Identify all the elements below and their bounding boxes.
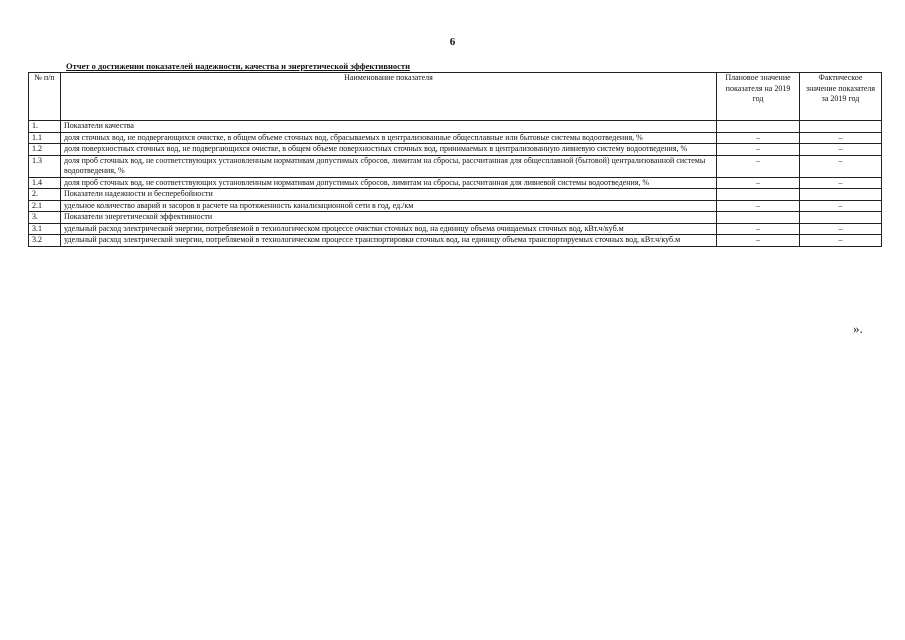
row-number: 3.2 (29, 235, 61, 247)
table-section-row (29, 121, 882, 133)
row-fact-value: – (800, 177, 882, 189)
row-fact-value: – (800, 132, 882, 144)
table-row (29, 144, 882, 156)
row-number: 1.2 (29, 144, 61, 156)
table-section-row (29, 212, 882, 224)
row-plan-value: – (717, 235, 800, 247)
row-plan-value: – (717, 223, 800, 235)
table-row (29, 223, 882, 235)
row-fact-value: – (800, 200, 882, 212)
report-title: Отчет о достижении показателей надежности, качества и энергетической эффективности (66, 61, 410, 71)
row-indicator-name: удельный расход электрической энергии, потребляемой в технологическом процессе транспортировки сточных вод, на единицу объема транспортируемых сточных вод, кВт.ч/куб.м (61, 235, 717, 247)
closing-quote: ». (853, 321, 863, 336)
row-plan-value (717, 212, 800, 224)
row-fact-value: – (800, 235, 882, 247)
row-plan-value: – (717, 132, 800, 144)
row-number: 1.4 (29, 177, 61, 189)
row-indicator-name: удельный расход электрической энергии, потребляемой в технологическом процессе очистки сточных вод, на единицу объема очищаемых сточных вод, кВт.ч/куб.м (61, 223, 717, 235)
row-indicator-name: доля сточных вод, не подвергающихся очистке, в общем объеме сточных вод, сбрасываемых в централизованные общесплавные или бытовые системы водоотведения, % (61, 132, 717, 144)
indicators-table (28, 72, 882, 247)
table-header-row (29, 73, 882, 121)
row-indicator-name: доля поверхностных сточных вод, не подвергающихся очистке, в общем объеме поверхностных сточных вод, принимаемых в централизованную ливневую систему водоотведения, % (61, 144, 717, 156)
row-plan-value: – (717, 144, 800, 156)
row-indicator-name: Показатели надежности и бесперебойности (61, 189, 717, 201)
row-fact-value: – (800, 144, 882, 156)
row-indicator-name: доля проб сточных вод, не соответствующих установленным нормативам допустимых сбросов, лимитам на сбросы, рассчитанная для ливневой системы водоотведения, % (61, 177, 717, 189)
table-row (29, 155, 882, 177)
header-plan: Плановое значение показателя на 2019 год (717, 73, 800, 121)
row-plan-value: – (717, 200, 800, 212)
row-number: 1. (29, 121, 61, 133)
table-row (29, 200, 882, 212)
page-number: 6 (449, 36, 456, 48)
row-number: 3. (29, 212, 61, 224)
row-fact-value (800, 212, 882, 224)
row-indicator-name: Показатели энергетической эффективности (61, 212, 717, 224)
header-number: № п/п (29, 73, 61, 121)
row-indicator-name: доля проб сточных вод, не соответствующих установленным нормативам допустимых сбросов, лимитам на сбросы, рассчитанная для общесплавной (бытовой) централизованной системы водоотведения, % (61, 155, 717, 177)
row-plan-value (717, 121, 800, 133)
row-plan-value (717, 189, 800, 201)
header-name: Наименование показателя (61, 73, 717, 121)
row-number: 2.1 (29, 200, 61, 212)
row-fact-value: – (800, 155, 882, 177)
table-row (29, 132, 882, 144)
row-number: 2. (29, 189, 61, 201)
row-indicator-name: удельное количество аварий и засоров в расчете на протяженность канализационной сети в год, ед./км (61, 200, 717, 212)
table-section-row (29, 189, 882, 201)
row-fact-value (800, 189, 882, 201)
table-row (29, 177, 882, 189)
header-fact: Фактическое значение показателя за 2019 год (800, 73, 882, 121)
row-fact-value: – (800, 223, 882, 235)
row-number: 1.3 (29, 155, 61, 177)
table-row (29, 235, 882, 247)
row-plan-value: – (717, 155, 800, 177)
row-number: 1.1 (29, 132, 61, 144)
row-fact-value (800, 121, 882, 133)
row-plan-value: – (717, 177, 800, 189)
row-indicator-name: Показатели качества (61, 121, 717, 133)
row-number: 3.1 (29, 223, 61, 235)
